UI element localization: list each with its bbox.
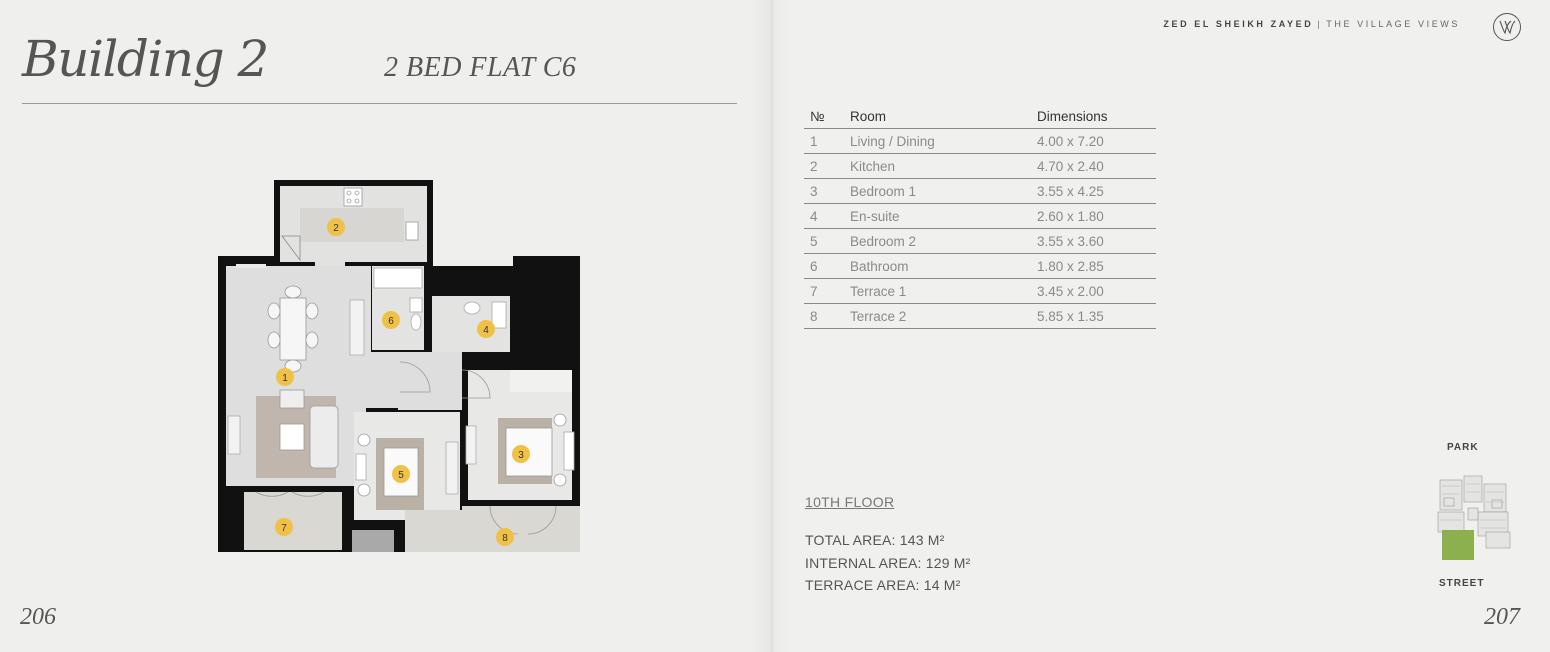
row-room: Bedroom 1 [844, 179, 1031, 204]
table-row [804, 279, 1156, 304]
area-label: TOTAL AREA: [805, 532, 896, 548]
floor-plan [200, 170, 585, 555]
title-divider [22, 103, 737, 104]
vv-monogram-icon [1492, 12, 1522, 42]
svg-text:4: 4 [483, 325, 489, 336]
brand-project: THE VILLAGE VIEWS [1326, 19, 1460, 29]
row-number: 5 [804, 229, 844, 254]
area-label: TERRACE AREA: [805, 577, 920, 593]
area-value: 129 M² [925, 554, 971, 571]
table-row [804, 154, 1156, 179]
svg-text:1: 1 [282, 373, 288, 384]
room-marker-8 [496, 528, 514, 546]
keyplan-park-label: PARK [1447, 442, 1479, 453]
row-room: Kitchen [844, 154, 1031, 179]
row-dimensions: 2.60 x 1.80 [1031, 204, 1156, 229]
brand-separator: | [1317, 19, 1323, 29]
page-number-left: 206 [20, 604, 56, 630]
room-marker-1 [276, 368, 294, 386]
room-marker-5 [392, 465, 410, 483]
table-row [804, 304, 1156, 329]
svg-text:3: 3 [518, 450, 524, 461]
left-page [0, 0, 772, 652]
key-plan [1434, 472, 1514, 562]
row-room: Terrace 2 [844, 304, 1031, 329]
row-dimensions: 3.55 x 4.25 [1031, 179, 1156, 204]
room-marker-3 [512, 445, 530, 463]
room-marker-7 [275, 518, 293, 536]
row-number: 2 [804, 154, 844, 179]
table-row [804, 204, 1156, 229]
row-number: 1 [804, 129, 844, 154]
unit-title: 2 BED FLAT C6 [384, 52, 577, 83]
table-row [804, 179, 1156, 204]
row-dimensions: 4.70 x 2.40 [1031, 154, 1156, 179]
row-dimensions: 4.00 x 7.20 [1031, 129, 1156, 154]
brand-name: ZED EL SHEIKH ZAYED [1163, 19, 1314, 29]
svg-text:5: 5 [398, 470, 404, 481]
table-header-row [804, 104, 1156, 129]
terrace-area [805, 574, 971, 597]
building-highlight [1442, 530, 1474, 560]
svg-text:6: 6 [388, 316, 394, 327]
svg-text:7: 7 [281, 523, 287, 534]
page-number-right: 207 [1484, 604, 1520, 630]
total-area [805, 529, 971, 552]
row-dimensions: 5.85 x 1.35 [1031, 304, 1156, 329]
table-row [804, 129, 1156, 154]
header-room: Room [844, 104, 1031, 129]
row-number: 3 [804, 179, 844, 204]
svg-text:2: 2 [333, 223, 339, 234]
area-label: INTERNAL AREA: [805, 554, 922, 571]
header-dimensions: Dimensions [1031, 104, 1156, 129]
room-dimensions-table [804, 104, 1156, 329]
row-dimensions: 1.80 x 2.85 [1031, 254, 1156, 279]
row-room: Bathroom [844, 254, 1031, 279]
floor-label: 10TH FLOOR [805, 494, 895, 510]
room-marker-6 [382, 311, 400, 329]
row-room: En-suite [844, 204, 1031, 229]
row-room: Terrace 1 [844, 279, 1031, 304]
brand-header [1163, 19, 1460, 29]
area-summary [805, 529, 971, 597]
row-dimensions: 3.45 x 2.00 [1031, 279, 1156, 304]
header-number: № [804, 104, 844, 129]
table-row [804, 254, 1156, 279]
building-title: Building 2 [22, 30, 268, 88]
row-number: 7 [804, 279, 844, 304]
keyplan-street-label: STREET [1439, 578, 1485, 589]
row-number: 4 [804, 204, 844, 229]
table-row [804, 229, 1156, 254]
area-value: 14 M² [923, 577, 961, 593]
row-dimensions: 3.55 x 3.60 [1031, 229, 1156, 254]
internal-area [805, 552, 971, 575]
room-marker-4 [477, 320, 495, 338]
row-number: 6 [804, 254, 844, 279]
row-room: Bedroom 2 [844, 229, 1031, 254]
svg-text:8: 8 [502, 533, 508, 544]
right-page [772, 0, 1550, 652]
row-room: Living / Dining [844, 129, 1031, 154]
area-value: 143 M² [899, 532, 945, 548]
row-number: 8 [804, 304, 844, 329]
room-marker-2 [327, 218, 345, 236]
